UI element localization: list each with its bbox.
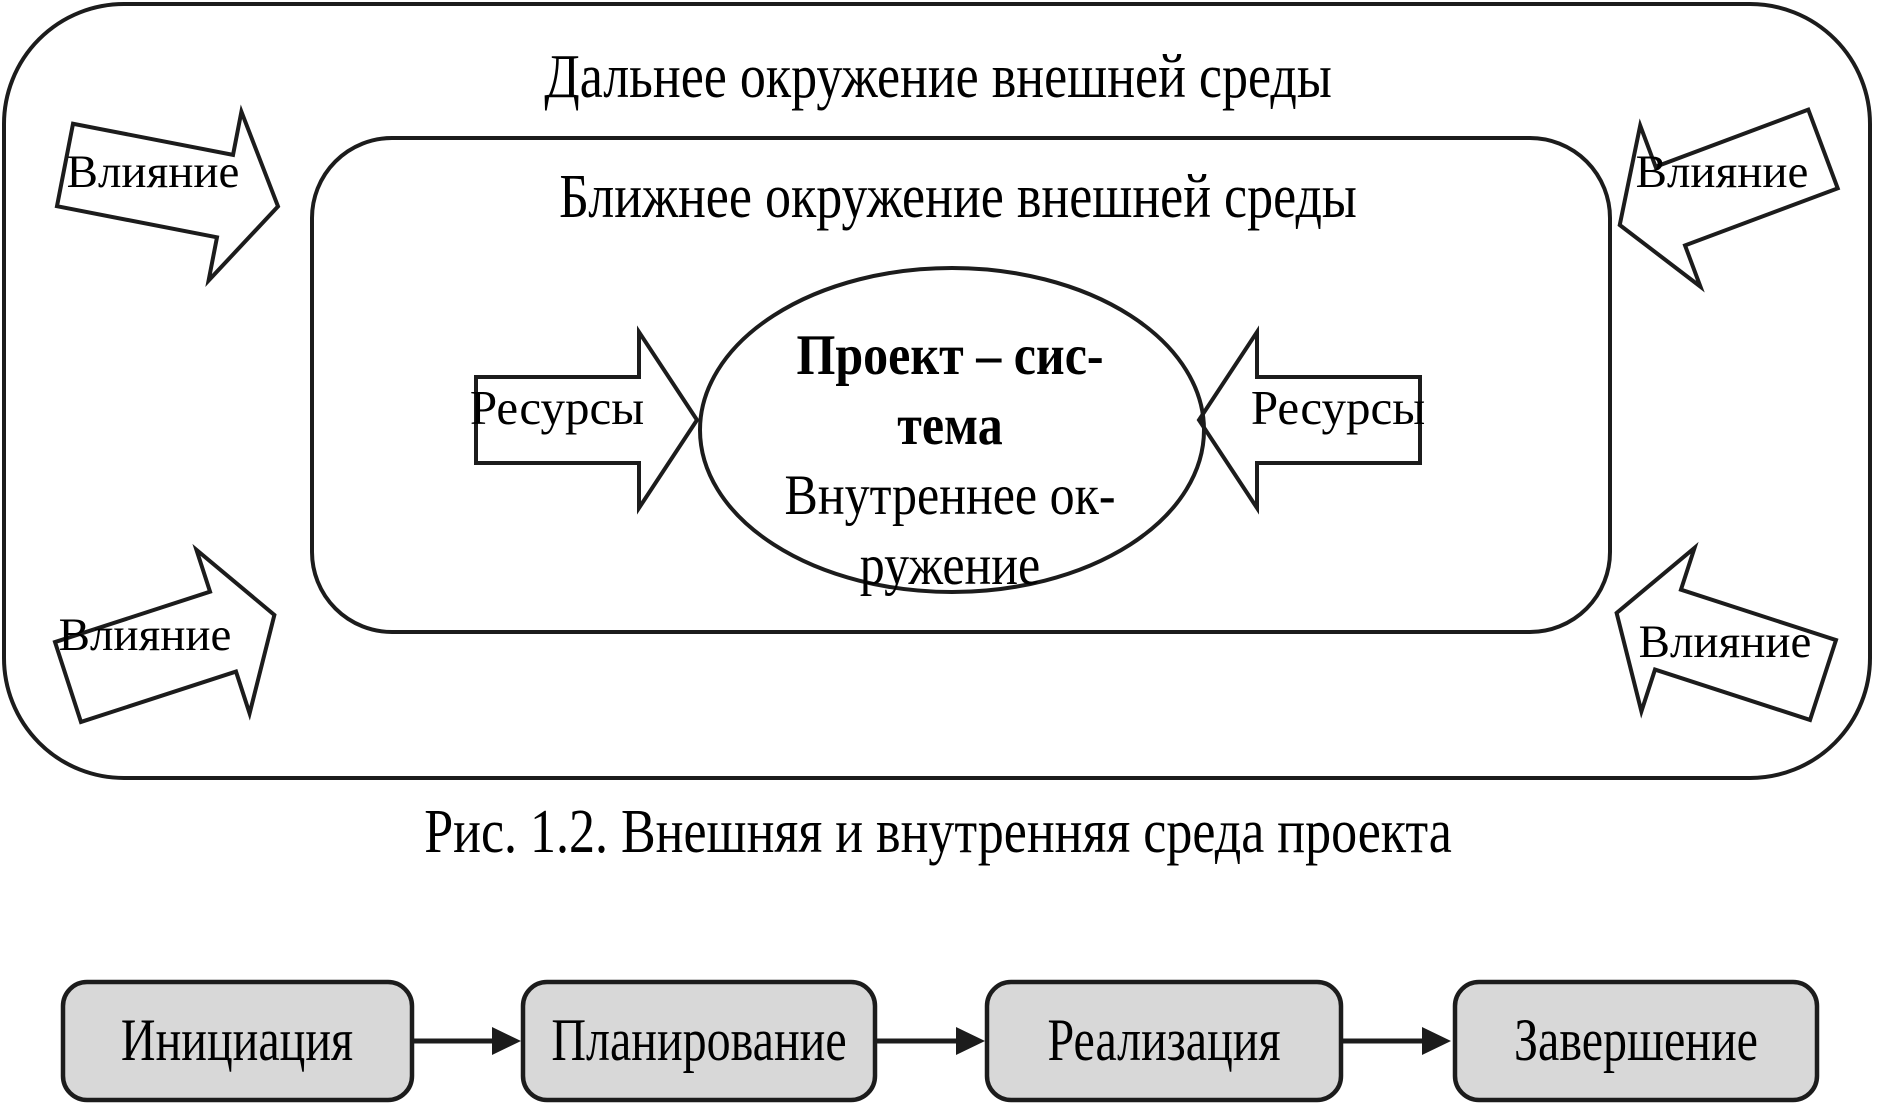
stage-label-realization: Реализация <box>1047 1006 1281 1074</box>
far-environment-label: Дальнее окружение внешней среды <box>544 42 1332 112</box>
resources-arrow-left <box>470 332 697 508</box>
flow-arrow-2-head <box>956 1027 985 1055</box>
influence-label-top-left: Влияние <box>66 146 240 198</box>
influence-arrow-bottom-left <box>41 533 301 764</box>
lifecycle-flow <box>63 982 1817 1100</box>
resources-label-left: Ресурсы <box>469 380 645 435</box>
resources-label-right: Ресурсы <box>1250 380 1426 435</box>
project-label-line3: Внутреннее ок- <box>784 462 1116 527</box>
stage-label-planning: Планирование <box>551 1006 847 1074</box>
influence-arrow-bottom-right <box>1590 531 1850 762</box>
resources-arrow-right <box>1199 332 1425 508</box>
project-label-line4: ружение <box>859 532 1041 597</box>
influence-arrow-top-left <box>49 81 295 291</box>
project-label-line2: тема <box>897 392 1003 457</box>
influence-label-top-right: Влияние <box>1635 146 1809 198</box>
project-label-line1: Проект – сис- <box>796 322 1104 387</box>
influence-arrow-top-right <box>1590 68 1853 305</box>
stage-label-completion: Завершение <box>1514 1006 1758 1074</box>
flow-arrow-1-head <box>492 1027 521 1055</box>
far-environment-box <box>4 4 1870 778</box>
stage-label-initiation: Инициация <box>120 1006 354 1074</box>
influence-label-bottom-right: Влияние <box>1638 616 1812 668</box>
near-environment-label: Ближнее окружение внешней среды <box>559 162 1357 232</box>
influence-label-bottom-left: Влияние <box>58 609 232 661</box>
figure-caption: Рис. 1.2. Внешняя и внутренняя среда проекта <box>424 797 1452 867</box>
flow-arrow-3-head <box>1422 1027 1451 1055</box>
